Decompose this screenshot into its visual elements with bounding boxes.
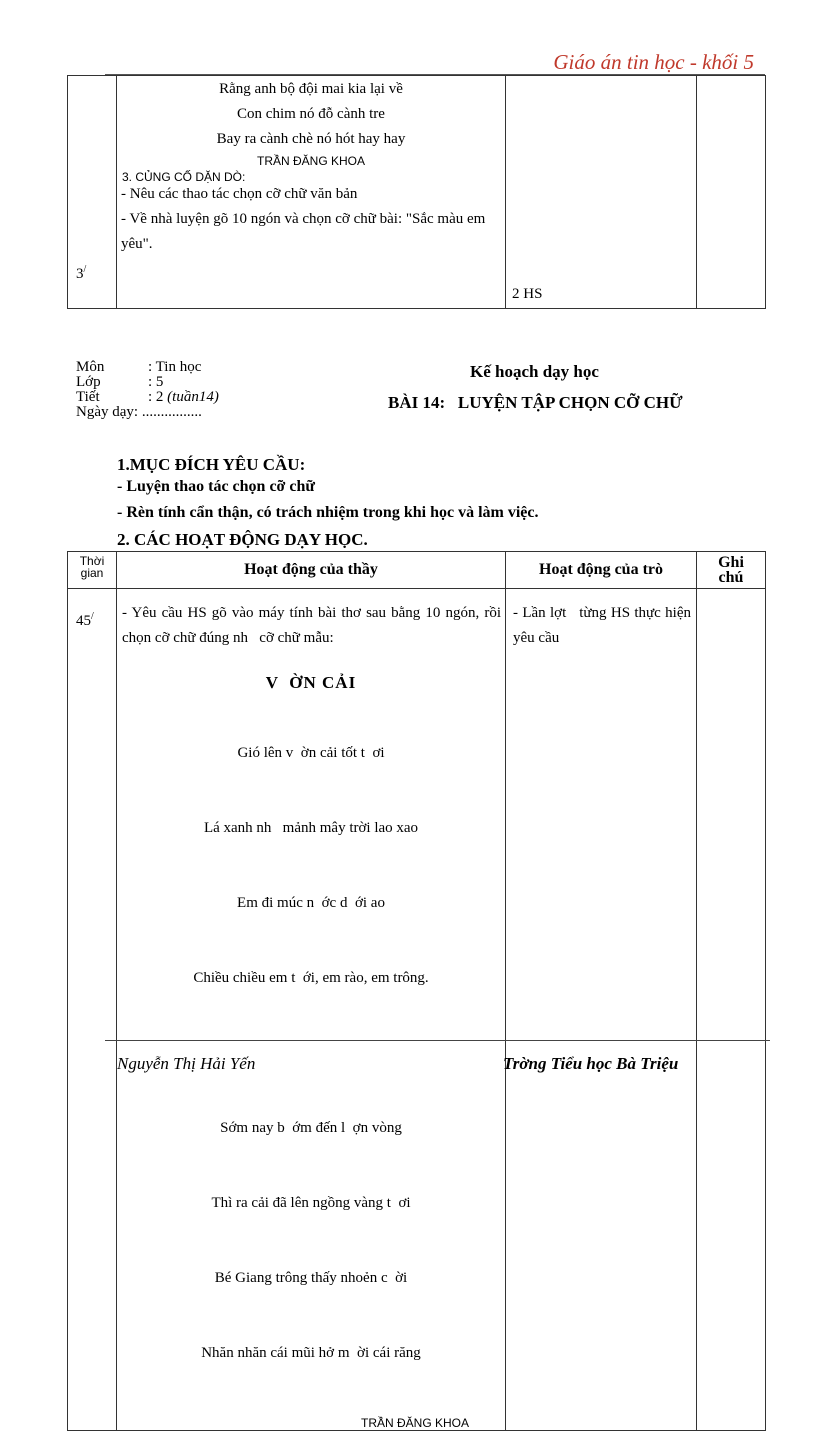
- activities-table: [67, 551, 766, 1431]
- mon-value: : Tin học: [148, 359, 202, 375]
- poem-stanza-1: [117, 691, 505, 1041]
- poem-line: Em đi múc n ớc d ới ao: [237, 895, 385, 911]
- poem-line: Bay ra cành chè nó hót hay hay: [216, 131, 406, 147]
- poem-line: Nhăn nhăn cái mũi hở m ời cái răng: [201, 1345, 421, 1361]
- top-table: [67, 75, 766, 309]
- top-note-cell: [697, 76, 766, 309]
- student-activity: - Lần lợt từng HS thực hiện yêu cầu: [513, 605, 695, 646]
- top-student-text: 2 HS: [512, 286, 543, 302]
- plan-title: Kế hoạch dạy học: [470, 362, 599, 381]
- objectives-heading: 1.MỤC ĐÍCH YÊU CẦU:: [117, 455, 306, 474]
- activity-teacher-cell: [117, 589, 506, 1431]
- poem-line: Lá xanh nh mảnh mây trời lao xao: [203, 820, 419, 836]
- col-teacher-header: Hoạt động của thầy: [117, 552, 506, 589]
- activities-body-row: [68, 589, 766, 1431]
- poem-line: Rằng anh bộ đội mai kia lại về: [219, 81, 403, 97]
- footer-school: Trờng Tiểu học Bà Triệu: [503, 1054, 679, 1073]
- top-time-cell: [68, 76, 117, 309]
- activity-time-cell: [68, 589, 117, 1431]
- top-teacher-cell: [117, 76, 506, 309]
- top-poem: [117, 77, 505, 152]
- col-note-header: Ghi chú: [697, 552, 766, 589]
- ngay-label: Ngày dạy:: [76, 404, 139, 420]
- objective-item: - Luyện thao tác chọn cỡ chữ: [117, 478, 316, 495]
- activity-student-cell: [506, 589, 697, 1431]
- top-author: TRẦN ĐĂNG KHOA: [256, 154, 365, 168]
- poem-author: TRẦN ĐĂNG KHOA: [360, 1416, 469, 1430]
- poem-stanza-2: [117, 1066, 505, 1416]
- poem-line: Thì ra cải đã lên ngồng vàng t ơi: [211, 1195, 411, 1211]
- tiet-week: (tuần14): [167, 389, 219, 405]
- consolidation-item: - Về nhà luyện gõ 10 ngón và chọn cỡ chữ bài: "Sắc màu em yêu".: [121, 211, 486, 252]
- poem-line: Bé Giang trông thấy nhoẻn c ời: [214, 1270, 408, 1286]
- ngay-value: ................: [141, 404, 202, 420]
- col-student-header: Hoạt động của trò: [506, 552, 697, 589]
- activity-time: 45/: [76, 611, 94, 629]
- lesson-title: BÀI 14: LUYỆN TẬP CHỌN CỠ CHỮ: [388, 393, 683, 412]
- teacher-instruction: - Yêu cầu HS gõ vào máy tính bài thơ sau bằng 10 ngón, rồi chọn cỡ chữ đúng nh cỡ chữ mẫu:: [122, 605, 505, 646]
- poem-line: Chiều chiều em t ới, em rào, em trông.: [193, 970, 429, 986]
- consolidation-title: 3. CỦNG CỐ DẶN DÒ:: [122, 170, 246, 184]
- footer-author: Nguyễn Thị Hải Yến: [117, 1054, 256, 1073]
- lop-value: : 5: [148, 374, 164, 390]
- top-time: 3/: [76, 264, 87, 282]
- activity-note-cell: [697, 589, 766, 1431]
- lesson-info: [76, 360, 219, 420]
- mon-label: Môn: [76, 359, 105, 375]
- objective-item: - Rèn tính cẩn thận, có trách nhiệm trong khi học và làm việc.: [117, 504, 539, 521]
- col-time-header: Thời gian: [68, 552, 117, 589]
- poem-line: Con chim nó đỗ cành tre: [237, 106, 385, 122]
- poem-title: V ỜN CẢI: [265, 673, 357, 692]
- poem-line: Gió lên v ờn cải tốt t ơi: [237, 745, 385, 761]
- header-title: Giáo án tin học - khối 5: [553, 50, 754, 74]
- consolidation-items: [121, 182, 501, 257]
- activities-heading: 2. CÁC HOẠT ĐỘNG DẠY HỌC.: [117, 530, 368, 549]
- footer-rule: [105, 1040, 770, 1041]
- tiet-value: : 2: [148, 389, 164, 405]
- poem-line: Sớm nay b ớm đến l ợn vòng: [220, 1120, 402, 1136]
- consolidation-item: - Nêu các thao tác chọn cỡ chữ văn bản: [121, 186, 358, 202]
- tiet-label: Tiết: [76, 389, 100, 405]
- activities-header-row: [68, 552, 766, 589]
- top-student-cell: [506, 76, 697, 309]
- lop-label: Lớp: [76, 374, 101, 390]
